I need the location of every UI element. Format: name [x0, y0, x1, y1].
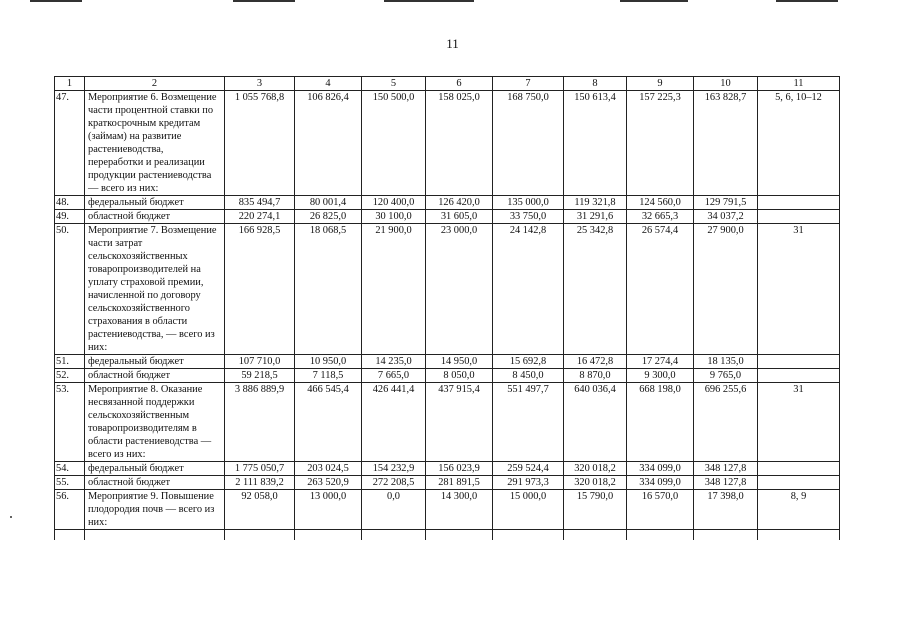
row-number-cell: 56.: [55, 490, 85, 530]
value-cell: 154 232,9: [362, 462, 426, 476]
value-cell: 135 000,0: [493, 196, 564, 210]
value-cell: 1 055 768,8: [225, 91, 295, 196]
value-cell: 168 750,0: [493, 91, 564, 196]
row-description-cell: Мероприятие 6. Возмещение части процентной ставки по краткосрочным кредитам (займам) на развитие растениеводства, переработки и реализации продукции растениеводства — всего из них:: [85, 91, 225, 196]
value-cell: 8 450,0: [493, 369, 564, 383]
value-cell: 34 037,2: [694, 210, 758, 224]
value-cell: 3 886 889,9: [225, 383, 295, 462]
value-cell: 334 099,0: [627, 462, 694, 476]
value-cell: 18 135,0: [694, 355, 758, 369]
value-cell: 8 050,0: [426, 369, 493, 383]
row-number-cell: 47.: [55, 91, 85, 196]
column-header: 8: [564, 77, 627, 91]
value-cell: 31 291,6: [564, 210, 627, 224]
row-number-cell: 55.: [55, 476, 85, 490]
continuation-row: [55, 530, 840, 541]
empty-cell: [694, 530, 758, 541]
value-cell: 272 208,5: [362, 476, 426, 490]
value-cell: 25 342,8: [564, 224, 627, 355]
value-cell: 1 775 050,7: [225, 462, 295, 476]
value-cell: 92 058,0: [225, 490, 295, 530]
column-header: 1: [55, 77, 85, 91]
value-cell: 13 000,0: [295, 490, 362, 530]
value-cell: 835 494,7: [225, 196, 295, 210]
table-header-row: [55, 77, 840, 91]
value-cell: 348 127,8: [694, 476, 758, 490]
value-cell: 2 111 839,2: [225, 476, 295, 490]
value-cell: 7 118,5: [295, 369, 362, 383]
column-header: 6: [426, 77, 493, 91]
column-header: 7: [493, 77, 564, 91]
value-cell: 163 828,7: [694, 91, 758, 196]
top-rule-far-right: [776, 0, 838, 2]
table-row: [55, 369, 840, 383]
value-cell: 334 099,0: [627, 476, 694, 490]
value-cell: 129 791,5: [694, 196, 758, 210]
value-cell: 18 068,5: [295, 224, 362, 355]
value-cell: 23 000,0: [426, 224, 493, 355]
empty-cell: [225, 530, 295, 541]
value-cell: 158 025,0: [426, 91, 493, 196]
table-row: [55, 196, 840, 210]
empty-cell: [426, 530, 493, 541]
top-rule-center-right: [384, 0, 474, 2]
row-number-cell: 52.: [55, 369, 85, 383]
table-row: [55, 355, 840, 369]
value-cell: 26 825,0: [295, 210, 362, 224]
margin-dot: [10, 516, 12, 518]
page-number: 11: [446, 36, 459, 51]
row-number-cell: 53.: [55, 383, 85, 462]
value-cell: 17 274,4: [627, 355, 694, 369]
column-header: 4: [295, 77, 362, 91]
value-cell: 16 472,8: [564, 355, 627, 369]
row-number-cell: 50.: [55, 224, 85, 355]
reference-cell: [758, 210, 840, 224]
value-cell: 119 321,8: [564, 196, 627, 210]
empty-cell: [564, 530, 627, 541]
table-row: [55, 462, 840, 476]
row-number-cell: 48.: [55, 196, 85, 210]
value-cell: 348 127,8: [694, 462, 758, 476]
value-cell: 17 398,0: [694, 490, 758, 530]
reference-cell: [758, 476, 840, 490]
value-cell: 8 870,0: [564, 369, 627, 383]
value-cell: 259 524,4: [493, 462, 564, 476]
column-header: 2: [85, 77, 225, 91]
table-row: [55, 490, 840, 530]
row-description-cell: федеральный бюджет: [85, 462, 225, 476]
table-row: [55, 224, 840, 355]
value-cell: 7 665,0: [362, 369, 426, 383]
value-cell: 203 024,5: [295, 462, 362, 476]
value-cell: 166 928,5: [225, 224, 295, 355]
value-cell: 124 560,0: [627, 196, 694, 210]
top-rule-right: [620, 0, 688, 2]
empty-cell: [295, 530, 362, 541]
value-cell: 696 255,6: [694, 383, 758, 462]
value-cell: 466 545,4: [295, 383, 362, 462]
value-cell: 320 018,2: [564, 476, 627, 490]
reference-cell: [758, 369, 840, 383]
value-cell: 24 142,8: [493, 224, 564, 355]
column-header: 10: [694, 77, 758, 91]
value-cell: 26 574,4: [627, 224, 694, 355]
value-cell: 21 900,0: [362, 224, 426, 355]
row-description-cell: федеральный бюджет: [85, 355, 225, 369]
value-cell: 281 891,5: [426, 476, 493, 490]
value-cell: 150 613,4: [564, 91, 627, 196]
value-cell: 220 274,1: [225, 210, 295, 224]
column-header: 9: [627, 77, 694, 91]
reference-cell: [758, 462, 840, 476]
value-cell: 107 710,0: [225, 355, 295, 369]
value-cell: 14 300,0: [426, 490, 493, 530]
value-cell: 30 100,0: [362, 210, 426, 224]
empty-cell: [493, 530, 564, 541]
top-rule-left: [30, 0, 82, 2]
value-cell: 640 036,4: [564, 383, 627, 462]
value-cell: 0,0: [362, 490, 426, 530]
table-row: [55, 476, 840, 490]
budget-table: [54, 76, 840, 540]
value-cell: 15 790,0: [564, 490, 627, 530]
reference-cell: 31: [758, 224, 840, 355]
reference-cell: [758, 196, 840, 210]
value-cell: 291 973,3: [493, 476, 564, 490]
column-header: 5: [362, 77, 426, 91]
value-cell: 150 500,0: [362, 91, 426, 196]
empty-cell: [55, 530, 85, 541]
value-cell: 426 441,4: [362, 383, 426, 462]
reference-cell: 5, 6, 10–12: [758, 91, 840, 196]
value-cell: 437 915,4: [426, 383, 493, 462]
value-cell: 263 520,9: [295, 476, 362, 490]
top-rule-center-left: [233, 0, 295, 2]
value-cell: 551 497,7: [493, 383, 564, 462]
value-cell: 157 225,3: [627, 91, 694, 196]
table-row: [55, 383, 840, 462]
empty-cell: [85, 530, 225, 541]
value-cell: 14 235,0: [362, 355, 426, 369]
value-cell: 668 198,0: [627, 383, 694, 462]
empty-cell: [362, 530, 426, 541]
reference-cell: 31: [758, 383, 840, 462]
reference-cell: 8, 9: [758, 490, 840, 530]
column-header: 11: [758, 77, 840, 91]
row-description-cell: Мероприятие 8. Оказание несвязанной поддержки сельскохозяйственным товаропроизводителям в области растениеводства — всего из них:: [85, 383, 225, 462]
value-cell: 27 900,0: [694, 224, 758, 355]
value-cell: 156 023,9: [426, 462, 493, 476]
value-cell: 80 001,4: [295, 196, 362, 210]
value-cell: 106 826,4: [295, 91, 362, 196]
row-number-cell: 54.: [55, 462, 85, 476]
value-cell: 320 018,2: [564, 462, 627, 476]
row-description-cell: областной бюджет: [85, 369, 225, 383]
value-cell: 33 750,0: [493, 210, 564, 224]
value-cell: 15 692,8: [493, 355, 564, 369]
table-row: [55, 210, 840, 224]
row-description-cell: Мероприятие 9. Повышение плодородия почв — всего из них:: [85, 490, 225, 530]
row-description-cell: областной бюджет: [85, 210, 225, 224]
row-description-cell: федеральный бюджет: [85, 196, 225, 210]
column-header: 3: [225, 77, 295, 91]
value-cell: 120 400,0: [362, 196, 426, 210]
value-cell: 14 950,0: [426, 355, 493, 369]
row-description-cell: областной бюджет: [85, 476, 225, 490]
value-cell: 15 000,0: [493, 490, 564, 530]
row-number-cell: 51.: [55, 355, 85, 369]
value-cell: 32 665,3: [627, 210, 694, 224]
value-cell: 10 950,0: [295, 355, 362, 369]
value-cell: 59 218,5: [225, 369, 295, 383]
empty-cell: [758, 530, 840, 541]
row-description-cell: Мероприятие 7. Возмещение части затрат сельскохозяйственных товаропроизводителей на уплату страховой премии, начисленной по договору сельскохозяйственного страхования в области растениеводства, — всего из них:: [85, 224, 225, 355]
empty-cell: [627, 530, 694, 541]
row-number-cell: 49.: [55, 210, 85, 224]
value-cell: 16 570,0: [627, 490, 694, 530]
value-cell: 126 420,0: [426, 196, 493, 210]
table-row: [55, 91, 840, 196]
value-cell: 31 605,0: [426, 210, 493, 224]
reference-cell: [758, 355, 840, 369]
value-cell: 9 300,0: [627, 369, 694, 383]
value-cell: 9 765,0: [694, 369, 758, 383]
